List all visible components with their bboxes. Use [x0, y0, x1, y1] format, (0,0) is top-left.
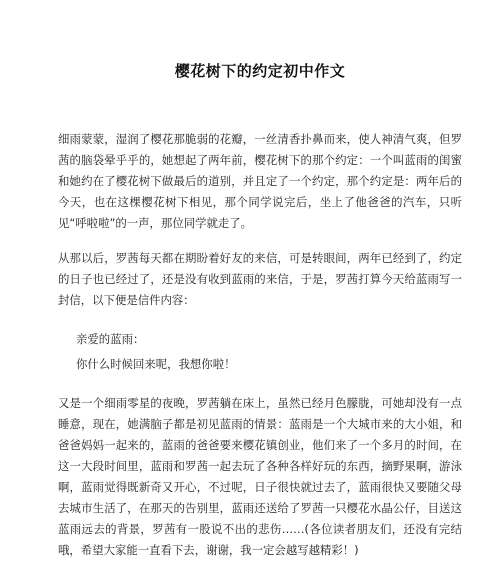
paragraph-3: 又是一个细雨零星的夜晚，罗茜躺在床上，虽然已经月色朦胧，可她却没有一点睡意，现在，她满脑子都是初见蓝雨的情景：蓝雨是一个大城市来的大小姐，和爸爸妈妈一起来的，蓝雨的爸爸要来樱花镇创业，他们来了一个多月的时间，在这一大段时间里，蓝雨和罗茜一起去玩了各种各样好玩的东西，摘野果啊，游泳啊，蓝雨觉得既新奇又开心，不过呢，日子很快就过去了，蓝雨很快又要随父母去城市生活了，在那天的告别里，蓝雨还送给了罗茜一只樱花水晶公仔，目送这蓝雨远去的背景，罗茜有一股说不出的悲伤……(各位读者朋友们，还没有完结哦，希望大家能一直看下去，谢谢，我一定会越写越精彩！) [58, 396, 462, 557]
page-title: 樱花树下的约定初中作文 [174, 62, 346, 80]
paragraph-2: 从那以后，罗茜每天都在期盼着好友的来信，可是转眼间，两年已经到了，约定的日子也已经过了，还是没有收到蓝雨的来信，于是，罗茜打算今天给蓝雨写一封信，以下便是信件内容： [58, 251, 462, 307]
letter-body: 你什么时候回来呢，我想你啦！ [76, 357, 236, 371]
paragraph-1: 细雨蒙蒙，湿润了樱花那脆弱的花瓣，一丝清香扑鼻而来，使人神清气爽，但罗茜的脑袋晕乎乎的，她想起了两年前，樱花树下的那个约定：一个叫蓝雨的闺蜜和她约在了樱花树下做最后的道别，并且定了一个约定，那个约定是：两年后的今天，也在这棵樱花树下相见，那个同学说完后，坐上了他爸爸的汽车，只听见“呼啦啦”的一声，那位同学就走了。 [58, 132, 462, 230]
letter-salutation: 亲爱的蓝雨： [76, 332, 145, 346]
